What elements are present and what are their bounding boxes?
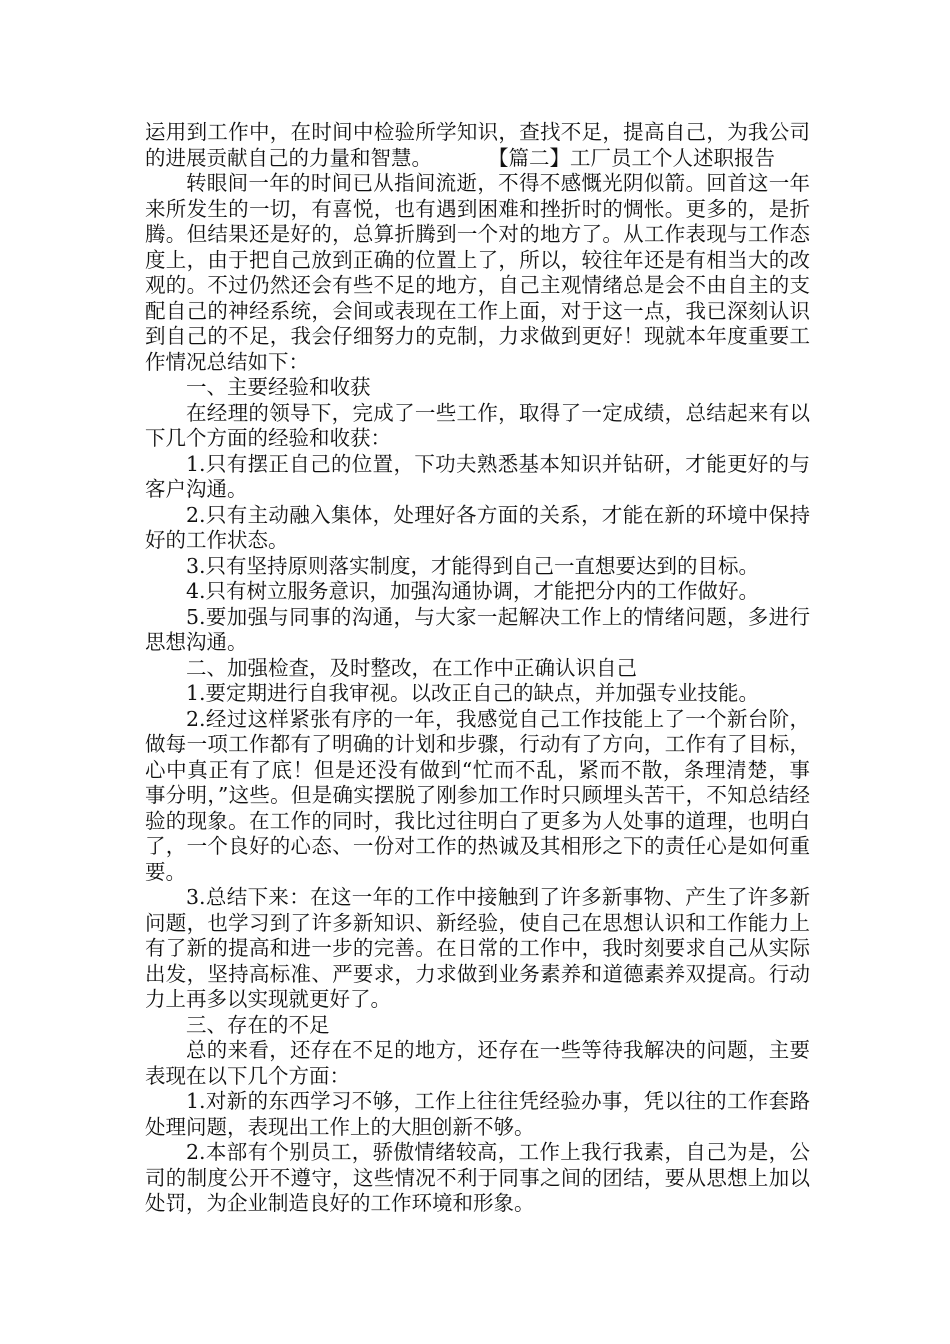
document-page [145, 120, 810, 1217]
list-item: 3.总结下来：在这一年的工作中接触到了许多新事物、产生了许多新问题，也学习到了许多新知识、新经验，使自己在思想认识和工作能力上有了新的提高和进一步的完善。在日常的工作中，我时刻要求自己从实际出发，坚持高标准、严要求，力求做到业务素养和道德素养双提高。行动力上再多以实现就更好了。 [145, 885, 810, 1011]
paragraph-intro [145, 120, 810, 171]
section-title: 【篇二】工厂员工个人述职报告 [488, 145, 775, 170]
list-item: 1.只有摆正自己的位置，下功夫熟悉基本知识并钻研，才能更好的与客户沟通。 [145, 451, 810, 501]
list-item: 1.要定期进行自我审视。以改正自己的缺点，并加强专业技能。 [186, 681, 760, 705]
heading-inspection: 二、加强检查，及时整改，在工作中正确认识自己 [186, 655, 637, 680]
heading-main-experience: 一、主要经验和收获 [186, 375, 371, 399]
list-item: 3.只有坚持原则落实制度，才能得到自己一直想要达到的目标。 [186, 553, 760, 578]
list-item: 2.只有主动融入集体，处理好各方面的关系，才能在新的环境中保持好的工作状态。 [145, 502, 810, 552]
list-item: 1.对新的东西学习不够，工作上往往凭经验办事，凭以往的工作套路处理问题，表现出工作上的大胆创新不够。 [145, 1089, 810, 1139]
list-item: 5.要加强与同事的沟通，与大家一起解决工作上的情绪问题，多进行思想沟通。 [145, 604, 810, 654]
list-item: 4.只有树立服务意识，加强沟通协调，才能把分内的工作做好。 [186, 579, 760, 603]
list-item: 2.本部有个别员工，骄傲情绪较高，工作上我行我素，自己为是，公司的制度公开不遵守，这些情况不利于同事之间的团结，要从思想上加以处罚，为企业制造良好的工作环境和形象。 [145, 1140, 810, 1215]
paragraph: 在经理的领导下，完成了一些工作，取得了一定成绩，总结起来有以下几个方面的经验和收获： [145, 400, 810, 450]
heading-shortcomings: 三、存在的不足 [186, 1012, 330, 1037]
paragraph-text: 运用到工作中，在时间中检验所学知识，查找不足，提高自己，为我公司的进展贡献自己的力量和智慧。 [145, 120, 810, 170]
paragraph: 总的来看，还存在不足的地方，还存在一些等待我解决的问题，主要表现在以下几个方面： [145, 1038, 810, 1088]
list-item: 2.经过这样紧张有序的一年，我感觉自己工作技能上了一个新台阶，做每一项工作都有了明确的计划和步骤，行动有了方向，工作有了目标，心中真正有了底！但是还没有做到“忙而不乱，紧而不散，条理清楚，事事分明，”这些。但是确实摆脱了刚参加工作时只顾埋头苦干，不知总结经验的现象。在工作的同时，我比过往明白了更多为人处事的道理，也明白了，一个良好的心态、一份对工作的热诚及其相形之下的责任心是如何重要。 [145, 706, 810, 884]
paragraph: 转眼间一年的时间已从指间流逝，不得不感慨光阴似箭。回首这一年来所发生的一切，有喜悦，也有遇到困难和挫折时的惆怅。更多的，是折腾。但结果还是好的，总算折腾到一个对的地方了。从工作表现与工作态度上，由于把自己放到正确的位置上了，所以，较往年还是有相当大的改观的。不过仍然还会有些不足的地方，自己主观情绪总是会不由自主的支配自己的神经系统，会间或表现在工作上面，对于这一点，我已深刻认识到自己的不足，我会仔细努力的克制，力求做到更好！现就本年度重要工作情况总结如下： [145, 171, 810, 374]
